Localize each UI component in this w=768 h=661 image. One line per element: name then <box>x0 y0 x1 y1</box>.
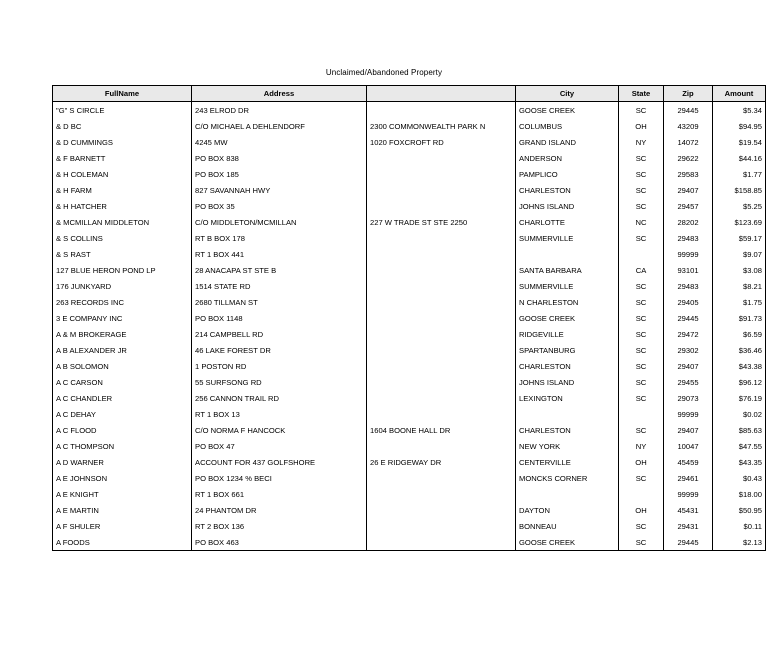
table-row <box>53 438 766 454</box>
cell-fullname: 3 E COMPANY INC <box>53 310 192 326</box>
table-row <box>53 230 766 246</box>
cell-address2 <box>367 294 516 310</box>
cell-zip: 93101 <box>664 262 713 278</box>
cell-state: SC <box>619 166 664 182</box>
cell-city: GRAND ISLAND <box>516 134 619 150</box>
cell-address: 1 POSTON RD <box>192 358 367 374</box>
cell-address2: 1020 FOXCROFT RD <box>367 134 516 150</box>
cell-state: OH <box>619 118 664 134</box>
cell-fullname: & S COLLINS <box>53 230 192 246</box>
cell-fullname: & H FARM <box>53 182 192 198</box>
cell-zip: 29461 <box>664 470 713 486</box>
cell-address: 1514 STATE RD <box>192 278 367 294</box>
cell-address: C/O NORMA F HANCOCK <box>192 422 367 438</box>
cell-amount: $76.19 <box>713 390 766 406</box>
cell-amount: $9.07 <box>713 246 766 262</box>
cell-amount: $1.75 <box>713 294 766 310</box>
cell-city: N CHARLESTON <box>516 294 619 310</box>
table-row <box>53 134 766 150</box>
cell-address2: 227 W TRADE ST STE 2250 <box>367 214 516 230</box>
cell-zip: 99999 <box>664 246 713 262</box>
cell-zip: 29445 <box>664 102 713 119</box>
column-header-state: State <box>619 86 664 102</box>
cell-fullname: A & M BROKERAGE <box>53 326 192 342</box>
cell-address: C/O MICHAEL A DEHLENDORF <box>192 118 367 134</box>
cell-address2 <box>367 230 516 246</box>
cell-address2 <box>367 166 516 182</box>
table-row <box>53 374 766 390</box>
cell-city: CHARLOTTE <box>516 214 619 230</box>
cell-state: SC <box>619 278 664 294</box>
cell-amount: $6.59 <box>713 326 766 342</box>
cell-fullname: 176 JUNKYARD <box>53 278 192 294</box>
cell-address2 <box>367 150 516 166</box>
cell-state: SC <box>619 150 664 166</box>
cell-amount: $18.00 <box>713 486 766 502</box>
column-header-city: City <box>516 86 619 102</box>
cell-amount: $43.35 <box>713 454 766 470</box>
cell-city: ANDERSON <box>516 150 619 166</box>
cell-city: COLUMBUS <box>516 118 619 134</box>
cell-state: NY <box>619 438 664 454</box>
cell-address2 <box>367 310 516 326</box>
cell-city: SPARTANBURG <box>516 342 619 358</box>
cell-amount: $19.54 <box>713 134 766 150</box>
cell-amount: $59.17 <box>713 230 766 246</box>
cell-address2 <box>367 198 516 214</box>
cell-address: 243 ELROD DR <box>192 102 367 119</box>
cell-fullname: A D WARNER <box>53 454 192 470</box>
cell-address: RT B BOX 178 <box>192 230 367 246</box>
table-row <box>53 150 766 166</box>
cell-city: CENTERVILLE <box>516 454 619 470</box>
cell-zip: 29445 <box>664 534 713 551</box>
cell-address: PO BOX 35 <box>192 198 367 214</box>
cell-zip: 99999 <box>664 406 713 422</box>
cell-zip: 29407 <box>664 422 713 438</box>
cell-address2 <box>367 502 516 518</box>
cell-city: SUMMERVILLE <box>516 230 619 246</box>
table-header-row <box>53 86 766 102</box>
cell-city: GOOSE CREEK <box>516 310 619 326</box>
table-row <box>53 534 766 551</box>
cell-address: RT 1 BOX 661 <box>192 486 367 502</box>
cell-state: SC <box>619 294 664 310</box>
cell-state: SC <box>619 326 664 342</box>
cell-zip: 99999 <box>664 486 713 502</box>
document-page <box>0 68 768 661</box>
table-row <box>53 486 766 502</box>
cell-zip: 29622 <box>664 150 713 166</box>
cell-fullname: & D CUMMINGS <box>53 134 192 150</box>
column-header-fullname: FullName <box>53 86 192 102</box>
cell-address: RT 2 BOX 136 <box>192 518 367 534</box>
cell-city <box>516 406 619 422</box>
cell-address2 <box>367 102 516 119</box>
cell-fullname: & MCMILLAN MIDDLETON <box>53 214 192 230</box>
cell-zip: 43209 <box>664 118 713 134</box>
cell-fullname: "G" S CIRCLE <box>53 102 192 119</box>
cell-state: SC <box>619 182 664 198</box>
cell-address: ACCOUNT FOR 437 GOLFSHORE <box>192 454 367 470</box>
column-header-zip: Zip <box>664 86 713 102</box>
cell-fullname: & D BC <box>53 118 192 134</box>
cell-city: PAMPLICO <box>516 166 619 182</box>
cell-address2 <box>367 486 516 502</box>
cell-amount: $94.95 <box>713 118 766 134</box>
cell-amount: $0.43 <box>713 470 766 486</box>
cell-address2 <box>367 246 516 262</box>
cell-city: GOOSE CREEK <box>516 102 619 119</box>
cell-fullname: 127 BLUE HERON POND LP <box>53 262 192 278</box>
cell-zip: 14072 <box>664 134 713 150</box>
table-row <box>53 342 766 358</box>
cell-address2 <box>367 390 516 406</box>
cell-state: SC <box>619 422 664 438</box>
cell-fullname: A C THOMPSON <box>53 438 192 454</box>
cell-zip: 10047 <box>664 438 713 454</box>
cell-address: 827 SAVANNAH HWY <box>192 182 367 198</box>
cell-address2 <box>367 182 516 198</box>
cell-amount: $91.73 <box>713 310 766 326</box>
cell-zip: 29583 <box>664 166 713 182</box>
cell-zip: 29457 <box>664 198 713 214</box>
cell-amount: $0.02 <box>713 406 766 422</box>
cell-fullname: A C CARSON <box>53 374 192 390</box>
cell-city: MONCKS CORNER <box>516 470 619 486</box>
cell-state: SC <box>619 310 664 326</box>
cell-fullname: A B ALEXANDER JR <box>53 342 192 358</box>
cell-state: SC <box>619 390 664 406</box>
cell-address: 4245 MW <box>192 134 367 150</box>
cell-address: RT 1 BOX 441 <box>192 246 367 262</box>
cell-address2 <box>367 342 516 358</box>
cell-address2 <box>367 358 516 374</box>
table-row <box>53 470 766 486</box>
cell-fullname: A B SOLOMON <box>53 358 192 374</box>
cell-address: PO BOX 185 <box>192 166 367 182</box>
cell-amount: $47.55 <box>713 438 766 454</box>
cell-address: 214 CAMPBELL RD <box>192 326 367 342</box>
cell-amount: $36.46 <box>713 342 766 358</box>
table-header <box>53 86 766 102</box>
column-header-amount: Amount <box>713 86 766 102</box>
cell-address: 55 SURFSONG RD <box>192 374 367 390</box>
cell-zip: 29405 <box>664 294 713 310</box>
cell-fullname: & H HATCHER <box>53 198 192 214</box>
unclaimed-property-table <box>52 85 766 551</box>
cell-address2: 2300 COMMONWEALTH PARK N <box>367 118 516 134</box>
cell-address2 <box>367 518 516 534</box>
cell-state: OH <box>619 502 664 518</box>
cell-state: CA <box>619 262 664 278</box>
cell-zip: 29407 <box>664 182 713 198</box>
cell-state: SC <box>619 470 664 486</box>
cell-fullname: & H COLEMAN <box>53 166 192 182</box>
table-row <box>53 454 766 470</box>
cell-address: C/O MIDDLETON/MCMILLAN <box>192 214 367 230</box>
cell-fullname: & S RAST <box>53 246 192 262</box>
cell-address2 <box>367 326 516 342</box>
cell-state: SC <box>619 198 664 214</box>
cell-address: RT 1 BOX 13 <box>192 406 367 422</box>
cell-state: SC <box>619 230 664 246</box>
cell-city: CHARLESTON <box>516 358 619 374</box>
table-row <box>53 518 766 534</box>
cell-state: SC <box>619 374 664 390</box>
cell-city: CHARLESTON <box>516 182 619 198</box>
table-row <box>53 502 766 518</box>
cell-address2 <box>367 374 516 390</box>
table-row <box>53 118 766 134</box>
cell-state: SC <box>619 102 664 119</box>
cell-fullname: & F BARNETT <box>53 150 192 166</box>
cell-amount: $85.63 <box>713 422 766 438</box>
cell-address2: 26 E RIDGEWAY DR <box>367 454 516 470</box>
cell-address: PO BOX 47 <box>192 438 367 454</box>
cell-address2 <box>367 534 516 551</box>
cell-address2: 1604 BOONE HALL DR <box>367 422 516 438</box>
cell-amount: $43.38 <box>713 358 766 374</box>
cell-address: PO BOX 1148 <box>192 310 367 326</box>
table-row <box>53 198 766 214</box>
cell-amount: $123.69 <box>713 214 766 230</box>
cell-address: 46 LAKE FOREST DR <box>192 342 367 358</box>
cell-state: SC <box>619 534 664 551</box>
cell-amount: $8.21 <box>713 278 766 294</box>
cell-fullname: A E KNIGHT <box>53 486 192 502</box>
cell-zip: 29302 <box>664 342 713 358</box>
cell-fullname: 263 RECORDS INC <box>53 294 192 310</box>
cell-zip: 29472 <box>664 326 713 342</box>
cell-zip: 29073 <box>664 390 713 406</box>
cell-amount: $158.85 <box>713 182 766 198</box>
cell-zip: 45431 <box>664 502 713 518</box>
table-row <box>53 406 766 422</box>
column-header-address: Address <box>192 86 367 102</box>
cell-city: BONNEAU <box>516 518 619 534</box>
cell-amount: $50.95 <box>713 502 766 518</box>
table-row <box>53 182 766 198</box>
cell-fullname: A C DEHAY <box>53 406 192 422</box>
cell-address2 <box>367 470 516 486</box>
table-row <box>53 246 766 262</box>
cell-city: SANTA BARBARA <box>516 262 619 278</box>
cell-state: OH <box>619 454 664 470</box>
cell-address2 <box>367 278 516 294</box>
page-title: Unclaimed/Abandoned Property <box>325 68 443 77</box>
cell-address: 28 ANACAPA ST STE B <box>192 262 367 278</box>
table-row <box>53 262 766 278</box>
column-header-address2 <box>367 86 516 102</box>
cell-address2 <box>367 438 516 454</box>
cell-zip: 29455 <box>664 374 713 390</box>
cell-state: SC <box>619 358 664 374</box>
table-row <box>53 310 766 326</box>
cell-address2 <box>367 406 516 422</box>
cell-fullname: A C CHANDLER <box>53 390 192 406</box>
cell-address2 <box>367 262 516 278</box>
cell-zip: 45459 <box>664 454 713 470</box>
cell-address: PO BOX 463 <box>192 534 367 551</box>
cell-state: NY <box>619 134 664 150</box>
table-row <box>53 294 766 310</box>
cell-amount: $2.13 <box>713 534 766 551</box>
cell-zip: 28202 <box>664 214 713 230</box>
cell-fullname: A E MARTIN <box>53 502 192 518</box>
cell-amount: $5.25 <box>713 198 766 214</box>
cell-amount: $3.08 <box>713 262 766 278</box>
cell-amount: $44.16 <box>713 150 766 166</box>
cell-state: SC <box>619 518 664 534</box>
cell-city <box>516 246 619 262</box>
cell-address: PO BOX 838 <box>192 150 367 166</box>
cell-city: SUMMERVILLE <box>516 278 619 294</box>
cell-address: PO BOX 1234 % BECI <box>192 470 367 486</box>
cell-city <box>516 486 619 502</box>
property-table-container <box>52 85 762 551</box>
cell-address: 256 CANNON TRAIL RD <box>192 390 367 406</box>
table-row <box>53 326 766 342</box>
table-row <box>53 358 766 374</box>
cell-zip: 29483 <box>664 278 713 294</box>
cell-state: SC <box>619 342 664 358</box>
cell-zip: 29431 <box>664 518 713 534</box>
cell-amount: $96.12 <box>713 374 766 390</box>
cell-fullname: A FOODS <box>53 534 192 551</box>
cell-city: DAYTON <box>516 502 619 518</box>
table-row <box>53 278 766 294</box>
cell-zip: 29407 <box>664 358 713 374</box>
cell-city: JOHNS ISLAND <box>516 198 619 214</box>
cell-zip: 29445 <box>664 310 713 326</box>
table-row <box>53 214 766 230</box>
table-row <box>53 390 766 406</box>
cell-fullname: A C FLOOD <box>53 422 192 438</box>
cell-city: JOHNS ISLAND <box>516 374 619 390</box>
cell-amount: $0.11 <box>713 518 766 534</box>
cell-state: NC <box>619 214 664 230</box>
cell-address: 2680 TILLMAN ST <box>192 294 367 310</box>
cell-city: LEXINGTON <box>516 390 619 406</box>
cell-city: RIDGEVILLE <box>516 326 619 342</box>
cell-fullname: A F SHULER <box>53 518 192 534</box>
cell-city: CHARLESTON <box>516 422 619 438</box>
cell-zip: 29483 <box>664 230 713 246</box>
cell-amount: $5.34 <box>713 102 766 119</box>
cell-fullname: A E JOHNSON <box>53 470 192 486</box>
table-row <box>53 102 766 119</box>
cell-amount: $1.77 <box>713 166 766 182</box>
table-body <box>53 102 766 551</box>
cell-state <box>619 486 664 502</box>
cell-city: NEW YORK <box>516 438 619 454</box>
cell-state <box>619 406 664 422</box>
cell-city: GOOSE CREEK <box>516 534 619 551</box>
table-row <box>53 422 766 438</box>
cell-state <box>619 246 664 262</box>
table-row <box>53 166 766 182</box>
cell-address: 24 PHANTOM DR <box>192 502 367 518</box>
